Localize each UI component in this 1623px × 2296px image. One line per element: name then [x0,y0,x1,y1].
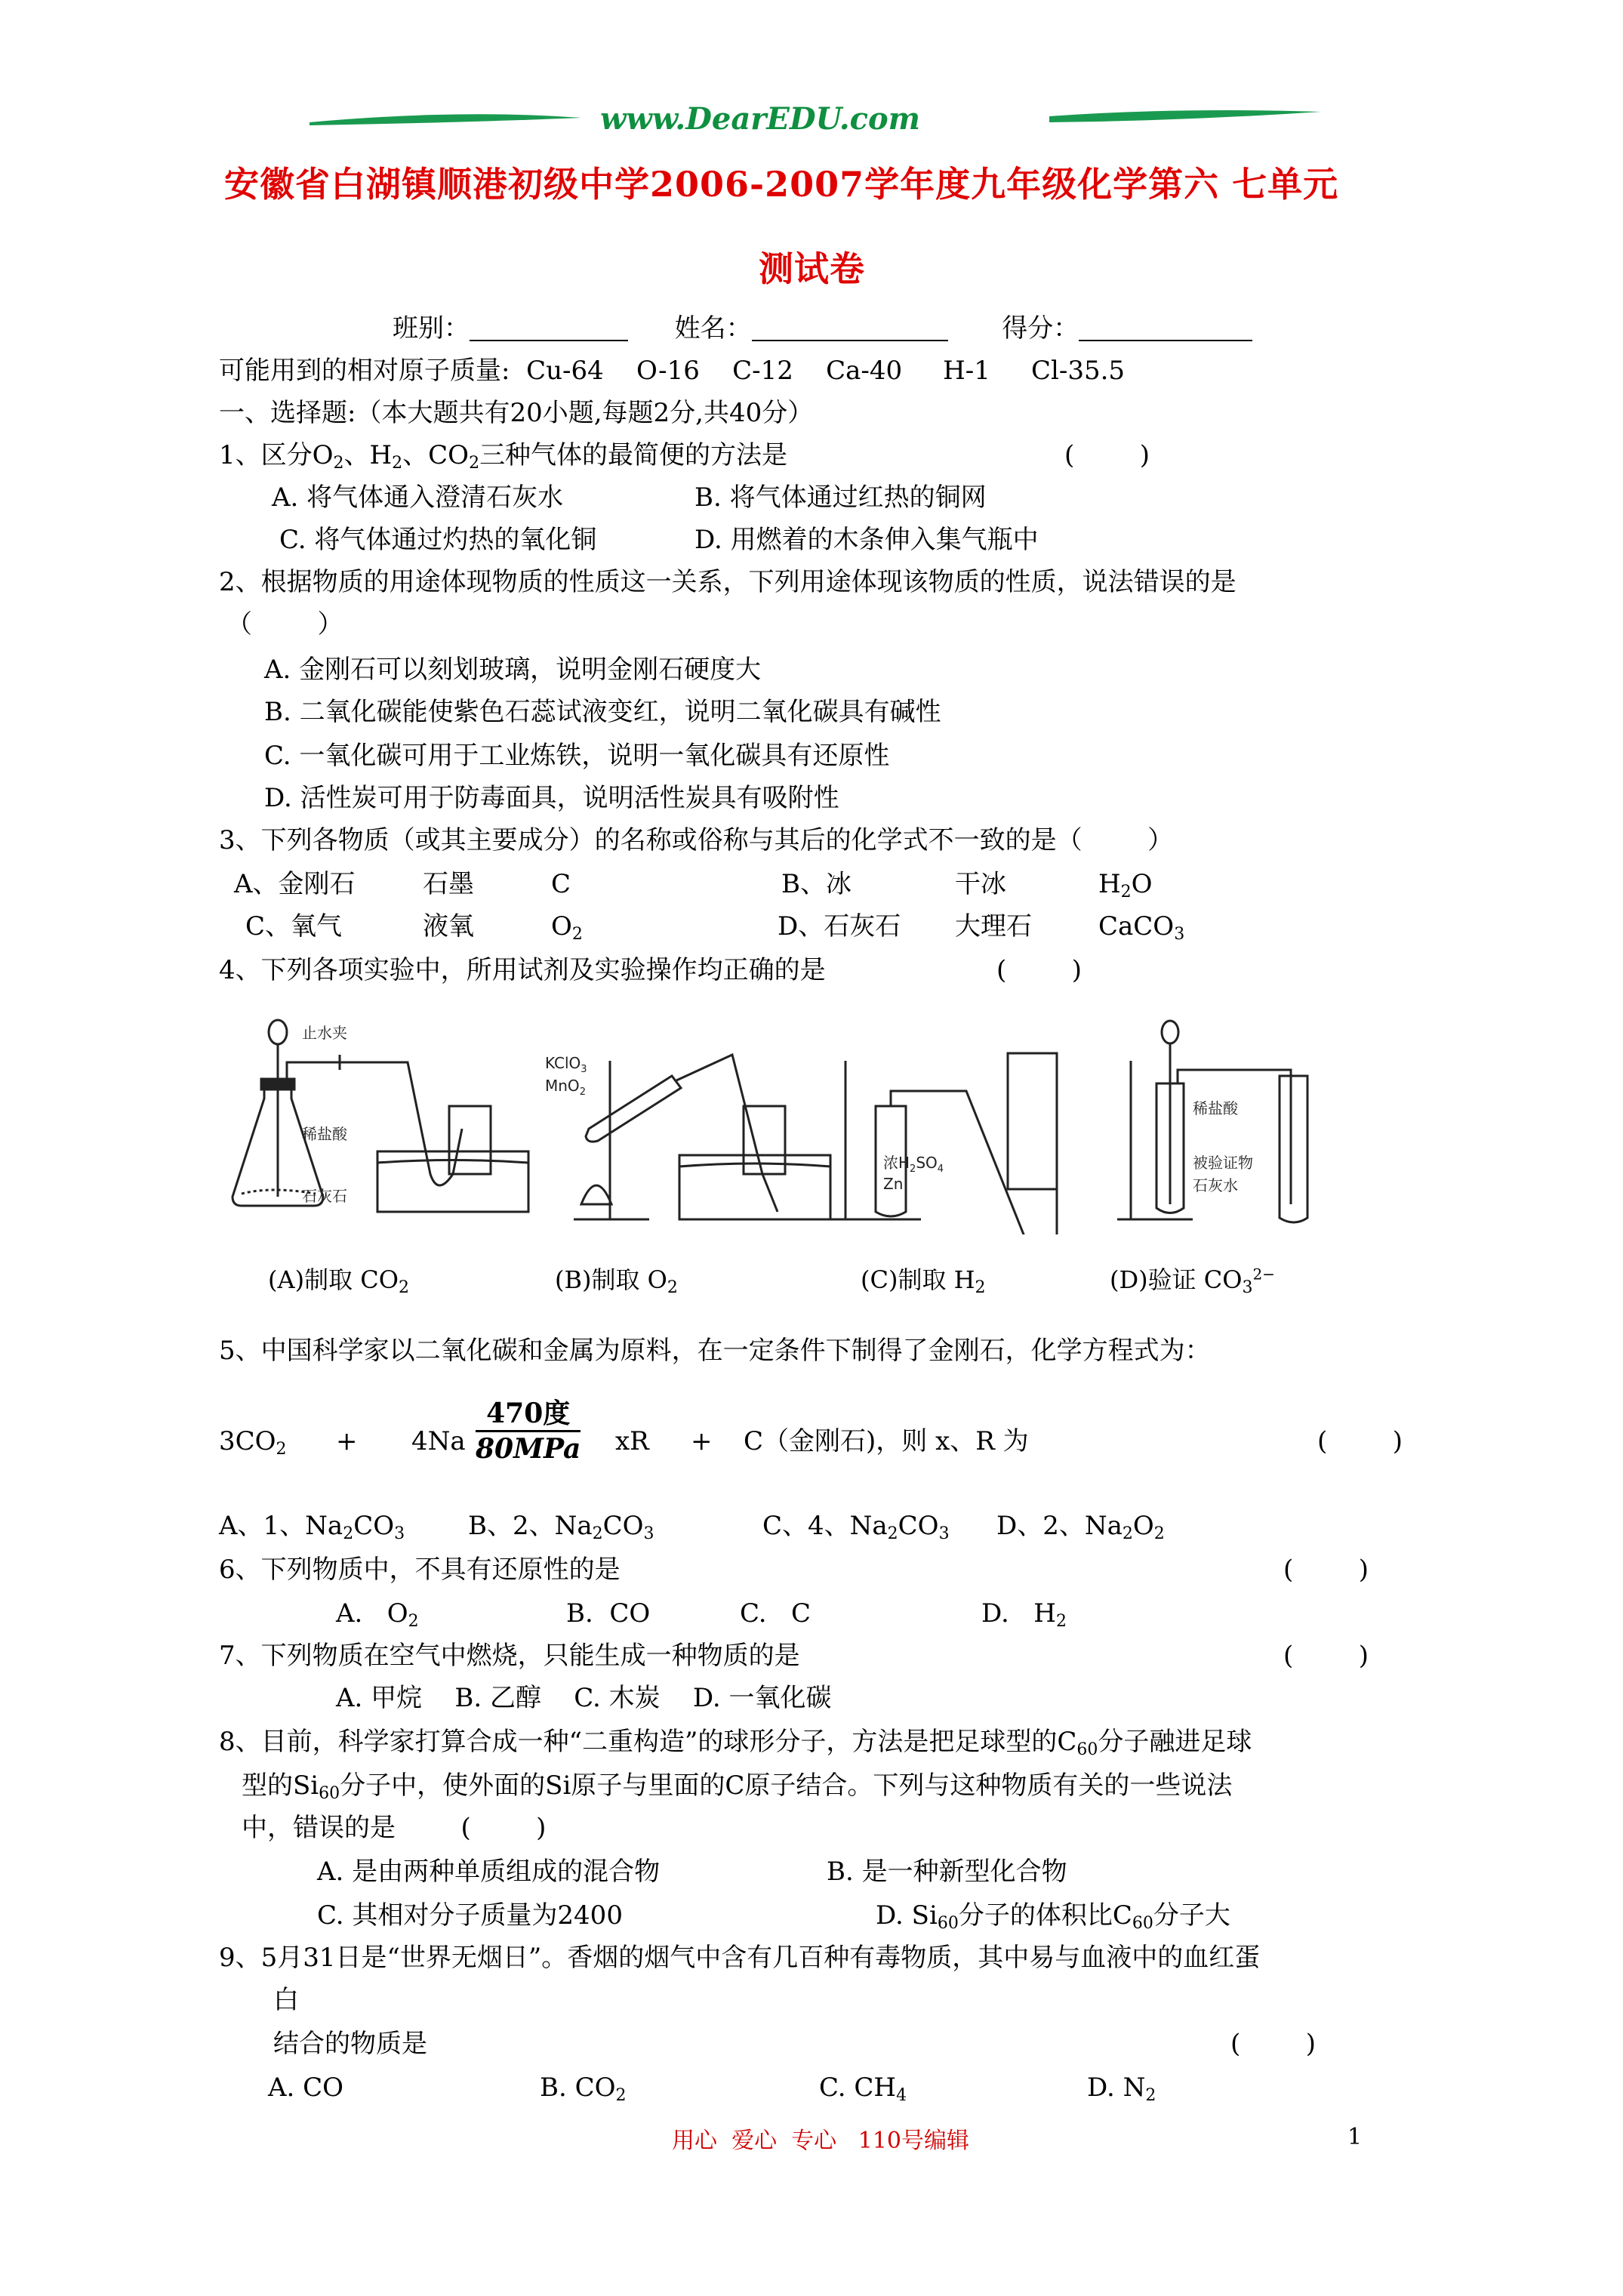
q8-line2: 型的$Si_{60}$分子中，使外面的Si原子与里面的C原子结合。下列与这种物质有关的一些说法 [242,1771,1233,1803]
q2-option-a[interactable]: A. 金刚石可以刻划玻璃，说明金刚石硬度大 [264,655,762,685]
section-title: 一、选择题:（本大题共有20小题,每题2分,共40分） [219,398,814,428]
name-label: 姓名： [674,313,752,344]
q5-option-c[interactable]: C、4、$Na_2CO_3$ [762,1511,950,1543]
q9-option-a[interactable]: A. CO [268,2073,344,2103]
q3-c-alias: 液氧 [423,911,474,942]
q3-b-formula: $H_2O$ [1098,869,1153,901]
q6-option-b[interactable]: B. CO [566,1598,651,1629]
q6-stem: 6、下列物质中，不具有还原性的是 [219,1555,621,1585]
label-acid-d: 稀盐酸 [1193,1099,1238,1117]
figure-d-caption: (D)验证 $CO_3^{2-}$ [1110,1265,1276,1297]
q6-option-c[interactable]: C. C [740,1598,812,1629]
q5-reaction-condition [476,1397,581,1465]
q4-stem: 4、下列各项实验中，所用试剂及实验操作均正确的是 [219,955,826,985]
score-field[interactable] [1079,317,1252,341]
q5-stem: 5、中国科学家以二氧化碳和金属为原料，在一定条件下制得了金刚石，化学方程式为： [219,1336,1211,1366]
class-label: 班别： [393,313,470,344]
q1-option-a[interactable]: A. 将气体通入澄清石灰水 [272,482,564,513]
page-title: 安徽省白湖镇顺港初级中学2006-2007学年度九年级化学第六 七单元 [224,164,1339,205]
figure-c-apparatus [830,1015,1102,1234]
alcohol-lamp [581,1185,611,1204]
label-clamp: 止水夹 [302,1024,347,1042]
q1-option-c[interactable]: C. 将气体通过灼热的氧化铜 [279,525,597,555]
q1-answer-paren[interactable]: ( ) [1064,440,1150,470]
q5-plus-2: + [691,1426,713,1456]
q3-d-formula: CaCO$_3$ [1098,911,1185,944]
q6-option-a[interactable]: A. $O_2$ [336,1598,419,1631]
figure-b-caption: (B)制取 $O_2$ [555,1265,678,1297]
q5-condition-pressure: 80MPa [476,1433,581,1465]
figure-b-apparatus [544,1015,861,1234]
figure-d-apparatus [1110,1015,1359,1234]
label-limestone: 石灰石 [302,1187,347,1205]
class-field[interactable] [470,317,628,341]
q5-xr: xR [615,1426,649,1456]
q3-d-name[interactable]: D、石灰石 [778,911,901,942]
label-h2so4: 浓$H_2SO_4$ [883,1154,944,1175]
q9-option-c[interactable]: C. $CH_4$ [819,2073,907,2105]
q8-option-b[interactable]: B. 是一种新型化合物 [827,1857,1067,1887]
site-logo: www.DearEDU.com [600,101,921,137]
label-mno2: MnO$_2$ [545,1077,586,1098]
q9-line3: 结合的物质是 [273,2029,427,2059]
label-acid-a: 稀盐酸 [302,1125,347,1143]
q1-option-b[interactable]: B. 将气体通过红热的铜网 [694,482,987,513]
q3-b-name[interactable]: B、冰 [781,869,852,899]
right-swoosh [1049,110,1321,122]
q6-answer-paren[interactable]: ( ) [1283,1555,1369,1585]
limewater-tube [1280,1076,1307,1222]
q3-a-name[interactable]: A、金刚石 [234,869,356,899]
q8-option-c[interactable]: C. 其相对分子质量为2400 [317,1900,623,1931]
q3-a-formula: C [551,869,571,899]
q5-condition-temp: 470度 [476,1397,581,1432]
q8-line3: 中，错误的是 ( ) [242,1813,547,1843]
q2-answer-paren[interactable]: （ ） [226,609,343,639]
q2-stem: 2、根据物质的用途体现物质的性质这一关系，下列用途体现该物质的性质，说法错误的是 [219,567,1236,597]
q9-line2: 白 [273,1985,299,2015]
delivery-tube-b [676,1055,778,1212]
label-zn: Zn [883,1175,904,1193]
q3-c-formula: $O_2$ [551,911,583,944]
q1-stem: 1、区分$O_2$、$H_2$、$CO_2$三种气体的最简便的方法是 [219,440,788,473]
q5-option-d[interactable]: D、2、$Na_2O_2$ [996,1511,1165,1543]
stopper [261,1079,294,1089]
student-info [393,313,1252,344]
q5-na: 4Na [411,1426,466,1456]
label-limewater: 石灰水 [1193,1176,1238,1194]
q5-option-b[interactable]: B、2、$Na_2CO_3$ [468,1511,654,1543]
funnel-bulb [269,1020,287,1044]
name-field[interactable] [752,317,948,341]
q3-stem: 3、下列各物质（或其主要成分）的名称或俗称与其后的化学式不一致的是（ ） [219,825,1174,855]
label-kclo3: KClO$_3$ [545,1054,587,1075]
q8-option-a[interactable]: A. 是由两种单质组成的混合物 [317,1857,661,1887]
test-tube [586,1076,681,1142]
q5-plus-1: + [336,1426,358,1456]
q5-answer-paren[interactable]: ( ) [1317,1426,1403,1456]
q7-answer-paren[interactable]: ( ) [1283,1641,1369,1671]
page-number: 1 [1347,2124,1363,2150]
q9-option-b[interactable]: B. $CO_2$ [540,2073,627,2105]
q9-answer-paren[interactable]: ( ) [1230,2029,1316,2059]
water-level-b [679,1163,830,1166]
funnel-bulb-d [1162,1021,1178,1043]
q3-d-alias: 大理石 [955,911,1032,942]
q5-option-a[interactable]: A、1、$Na_2CO_3$ [219,1511,405,1543]
q9-line1: 9、5月31日是“世界无烟日”。香烟的烟气中含有几百种有毒物质，其中易与血液中的血红蛋 [219,1943,1261,1973]
q7-options[interactable]: A. 甲烷 B. 乙醇 C. 木炭 D. 一氧化碳 [336,1683,832,1713]
q8-line1: 8、目前，科学家打算合成一种“二重构造”的球形分子，方法是把足球型的$C_{60}$分子融进足球 [219,1727,1252,1759]
water-level [377,1160,528,1163]
q7-stem: 7、下列物质在空气中燃烧，只能生成一种物质的是 [219,1641,800,1671]
inverted-bottle [1008,1053,1057,1189]
page-title-line2: 测试卷 [759,248,865,289]
q8-option-d[interactable]: D. $Si_{60}$分子的体积比$C_{60}$分子大 [876,1900,1230,1933]
label-sample: 被验证物 [1193,1154,1253,1172]
q2-option-b[interactable]: B. 二氧化碳能使紫色石蕊试液变红，说明二氧化碳具有碱性 [264,697,941,727]
q9-option-d[interactable]: D. $N_2$ [1087,2073,1156,2105]
footer-text: 用心 爱心 专心 110号编辑 [672,2128,970,2154]
q3-a-alias: 石墨 [423,869,474,899]
atomic-masses: 可能用到的相对原子质量: Cu-64 O-16 C-12 Ca-40 H-1 Cl-35.5 [219,356,1126,386]
q3-c-name[interactable]: C、氧气 [245,911,343,942]
q2-option-d[interactable]: D. 活性炭可用于防毒面具，说明活性炭具有吸附性 [264,783,839,813]
q5-tail: C（金刚石)，则 x、R 为 [744,1426,1029,1456]
left-swoosh [310,114,581,125]
q5-co2: $3CO_2$ [219,1426,287,1459]
figure-a-apparatus [226,1015,544,1234]
score-label: 得分： [1002,313,1079,344]
q4-answer-paren[interactable]: ( ) [996,955,1082,985]
figure-a-caption: (A)制取 $CO_2$ [268,1265,409,1297]
q6-option-d[interactable]: D. $H_2$ [981,1598,1067,1631]
q1-option-d[interactable]: D. 用燃着的木条伸入集气瓶中 [694,525,1039,555]
q3-b-alias: 干冰 [955,869,1006,899]
q2-option-c[interactable]: C. 一氧化碳可用于工业炼铁，说明一氧化碳具有还原性 [264,741,890,771]
figure-c-caption: (C)制取 $H_2$ [861,1265,986,1297]
